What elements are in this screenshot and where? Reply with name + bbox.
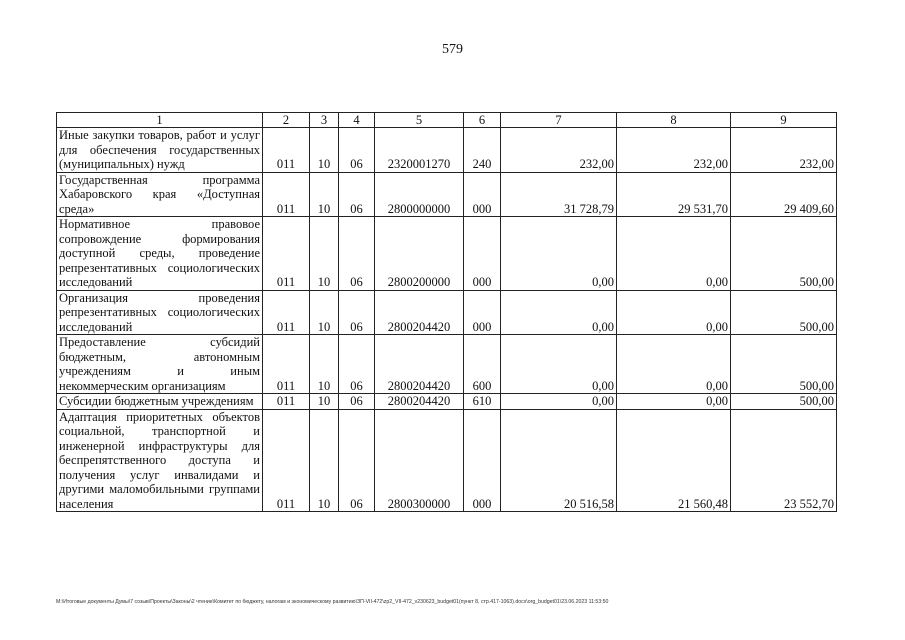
column-header: 9 [731,113,837,128]
cell-target-article: 2320001270 [375,128,464,173]
cell-expense-type: 000 [464,172,501,217]
cell-amount-year3: 500,00 [731,335,837,394]
document-file-path: M:\Итоговые документы Думы\7 созыв\Проекты\Законы\2 чтение\Комитет по бюджету, налогам и экономическому развитию\ЗП-VII-472\zp2_VII-472_v230623_budget01(пункт 8, стр.417-1063).docx\org_budget01\23.06.2023 11:53:50 [56,599,609,605]
header-row [57,113,837,128]
cell-amount-year2: 0,00 [617,394,731,410]
row-name: Адаптация приоритетных объектов социальной, транспортной и инженерной инфраструктуры для беспрепятственного доступа и получения услуг инвалидами и другими маломобильными группами населения [57,409,263,512]
cell-ministry-code: 011 [263,394,310,410]
cell-subsection: 06 [339,394,375,410]
table-row [57,409,837,512]
cell-expense-type: 610 [464,394,501,410]
cell-section: 10 [310,128,339,173]
row-name: Субсидии бюджетным учреждениям [57,394,263,410]
cell-amount-year2: 0,00 [617,335,731,394]
cell-expense-type: 600 [464,335,501,394]
cell-subsection: 06 [339,217,375,291]
cell-amount-year2: 0,00 [617,290,731,335]
cell-section: 10 [310,335,339,394]
row-name: Иные закупки товаров, работ и услуг для обеспечения государственных (муниципальных) нужд [57,128,263,173]
cell-amount-year2: 232,00 [617,128,731,173]
cell-target-article: 2800200000 [375,217,464,291]
column-header: 3 [310,113,339,128]
page-number: 579 [442,42,463,57]
column-header: 6 [464,113,501,128]
column-header: 5 [375,113,464,128]
cell-subsection: 06 [339,172,375,217]
cell-amount-year3: 232,00 [731,128,837,173]
cell-subsection: 06 [339,128,375,173]
cell-amount-year3: 500,00 [731,290,837,335]
cell-amount-year2: 0,00 [617,217,731,291]
budget-table [56,112,837,512]
cell-expense-type: 000 [464,290,501,335]
row-name: Нормативное правовое сопровождение формирования доступной среды, проведение репрезентативных социологических исследований [57,217,263,291]
cell-section: 10 [310,394,339,410]
cell-ministry-code: 011 [263,128,310,173]
cell-expense-type: 000 [464,217,501,291]
cell-amount-year2: 21 560,48 [617,409,731,512]
cell-target-article: 2800204420 [375,394,464,410]
cell-section: 10 [310,217,339,291]
cell-ministry-code: 011 [263,172,310,217]
cell-ministry-code: 011 [263,217,310,291]
cell-amount-year1: 232,00 [501,128,617,173]
cell-ministry-code: 011 [263,409,310,512]
cell-amount-year1: 0,00 [501,290,617,335]
cell-amount-year2: 29 531,70 [617,172,731,217]
cell-amount-year3: 500,00 [731,394,837,410]
table-row [57,217,837,291]
cell-amount-year3: 500,00 [731,217,837,291]
cell-amount-year1: 0,00 [501,335,617,394]
cell-section: 10 [310,172,339,217]
cell-section: 10 [310,290,339,335]
cell-ministry-code: 011 [263,290,310,335]
cell-expense-type: 240 [464,128,501,173]
cell-target-article: 2800204420 [375,335,464,394]
table-row [57,335,837,394]
cell-section: 10 [310,409,339,512]
cell-amount-year1: 0,00 [501,394,617,410]
table-row [57,172,837,217]
column-header: 2 [263,113,310,128]
column-header: 7 [501,113,617,128]
cell-amount-year1: 31 728,79 [501,172,617,217]
row-name: Предоставление субсидий бюджетным, автономным учреждениям и иным некоммерческим организациям [57,335,263,394]
cell-expense-type: 000 [464,409,501,512]
table-row [57,394,837,410]
cell-target-article: 2800000000 [375,172,464,217]
row-name: Государственная программа Хабаровского края «Доступная среда» [57,172,263,217]
cell-amount-year1: 20 516,58 [501,409,617,512]
cell-ministry-code: 011 [263,335,310,394]
cell-amount-year1: 0,00 [501,217,617,291]
cell-target-article: 2800300000 [375,409,464,512]
cell-amount-year3: 29 409,60 [731,172,837,217]
table-row [57,290,837,335]
cell-subsection: 06 [339,409,375,512]
column-header: 4 [339,113,375,128]
cell-subsection: 06 [339,335,375,394]
column-header: 8 [617,113,731,128]
cell-target-article: 2800204420 [375,290,464,335]
cell-subsection: 06 [339,290,375,335]
table-row [57,128,837,173]
cell-amount-year3: 23 552,70 [731,409,837,512]
row-name: Организация проведения репрезентативных социологических исследований [57,290,263,335]
column-header: 1 [57,113,263,128]
